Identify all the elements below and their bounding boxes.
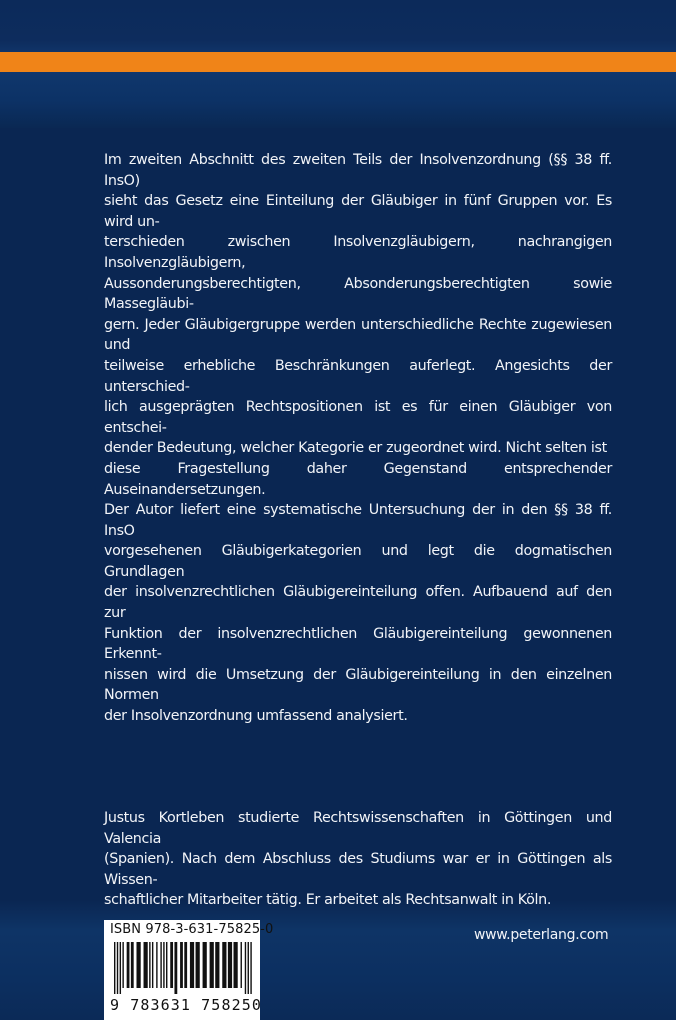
barcode-bar bbox=[228, 942, 232, 988]
barcode-bar bbox=[250, 942, 251, 994]
isbn-label: ISBN 978-3-631-75825-0 bbox=[110, 922, 274, 937]
book-blurb bbox=[104, 150, 612, 727]
blurb-line: Der Autor liefert eine systematische Untersuchung der in den §§ 38 ff. InsO bbox=[104, 502, 612, 539]
barcode-bar bbox=[127, 942, 130, 988]
barcode-bar bbox=[122, 942, 123, 988]
blurb-line: Funktion der insolvenzrechtlichen Gläubigereinteilung gewonnenen Erkennt- bbox=[104, 625, 612, 663]
barcode-bar bbox=[180, 942, 183, 988]
publisher-url[interactable]: www.peterlang.com bbox=[474, 927, 609, 943]
barcode-bar bbox=[149, 942, 150, 988]
barcode-digits: 9 783631 758250 bbox=[110, 996, 262, 1014]
barcode-bar bbox=[114, 942, 115, 994]
blurb-line: vorgesehenen Gläubigerkategorien und legt die dogmatischen Grundlagen bbox=[104, 543, 612, 580]
barcode-bar bbox=[120, 942, 121, 994]
blurb-line: lich ausgeprägten Rechtspositionen ist es für einen Gläubiger von entschei- bbox=[104, 399, 612, 436]
barcode-bar bbox=[170, 942, 173, 988]
author-line: Justus Kortleben studierte Rechtswissenschaften in Göttingen und Valencia bbox=[104, 810, 612, 847]
author-bio bbox=[104, 808, 612, 911]
barcode-bars bbox=[114, 942, 256, 994]
isbn-barcode bbox=[104, 920, 274, 1020]
blurb-line: dender Bedeutung, welcher Kategorie er zugeordnet wird. Nicht selten ist bbox=[104, 440, 607, 457]
blurb-line: nissen wird die Umsetzung der Gläubigereinteilung in den einzelnen Normen bbox=[104, 666, 612, 704]
blurb-line: terschieden zwischen Insolvenzgläubigern, nachrangigen Insolvenzgläubigern, bbox=[104, 234, 612, 271]
orange-accent-stripe bbox=[0, 52, 676, 72]
blurb-line: teilweise erhebliche Beschränkungen auferlegt. Angesichts der unterschied- bbox=[104, 357, 612, 395]
author-line: (Spanien). Nach dem Abschluss des Studiums war er in Göttingen als Wissen- bbox=[104, 851, 612, 888]
blurb-line: sieht das Gesetz eine Einteilung der Gläubiger in fünf Gruppen vor. Es wird un- bbox=[104, 193, 612, 230]
barcode-bar bbox=[152, 942, 153, 988]
barcode-bar bbox=[156, 942, 157, 988]
barcode-bar bbox=[222, 942, 226, 988]
blurb-line: gern. Jeder Gläubigergruppe werden unterschiedliche Rechte zugewiesen und bbox=[104, 316, 612, 354]
barcode-bar bbox=[196, 942, 200, 988]
barcode-bar bbox=[241, 942, 242, 988]
blurb-line: der Insolvenzordnung umfassend analysiert. bbox=[104, 708, 408, 725]
barcode-bar bbox=[215, 942, 219, 988]
barcode-bar bbox=[144, 942, 148, 988]
blurb-line: Aussonderungsberechtigten, Absonderungsberechtigten sowie Massegläubi- bbox=[104, 275, 612, 313]
blurb-line: diese Fragestellung daher Gegenstand entsprechender Auseinandersetzungen. bbox=[104, 460, 612, 498]
barcode-bar bbox=[131, 942, 134, 988]
barcode-bar bbox=[245, 942, 246, 994]
bottom-gradient-band bbox=[0, 900, 676, 1020]
barcode-bar bbox=[248, 942, 249, 994]
barcode-bar bbox=[166, 942, 167, 988]
barcode-bar bbox=[174, 942, 177, 994]
blurb-line: Im zweiten Abschnitt des zweiten Teils der Insolvenzordnung (§§ 38 ff. InsO) bbox=[104, 152, 612, 189]
barcode-bar bbox=[163, 942, 164, 988]
barcode-bar bbox=[203, 942, 207, 988]
author-line: schaftlicher Mitarbeiter tätig. Er arbeitet als Rechtsanwalt in Köln. bbox=[104, 892, 552, 909]
barcode-bar bbox=[117, 942, 118, 994]
barcode-bar bbox=[136, 942, 140, 988]
barcode-bar bbox=[234, 942, 238, 988]
blurb-line: der insolvenzrechtlichen Gläubigereinteilung offen. Aufbauend auf den zur bbox=[104, 584, 612, 622]
barcode-bar bbox=[190, 942, 194, 988]
barcode-bar bbox=[210, 942, 214, 988]
barcode-bar bbox=[160, 942, 161, 988]
barcode-bar bbox=[184, 942, 187, 988]
